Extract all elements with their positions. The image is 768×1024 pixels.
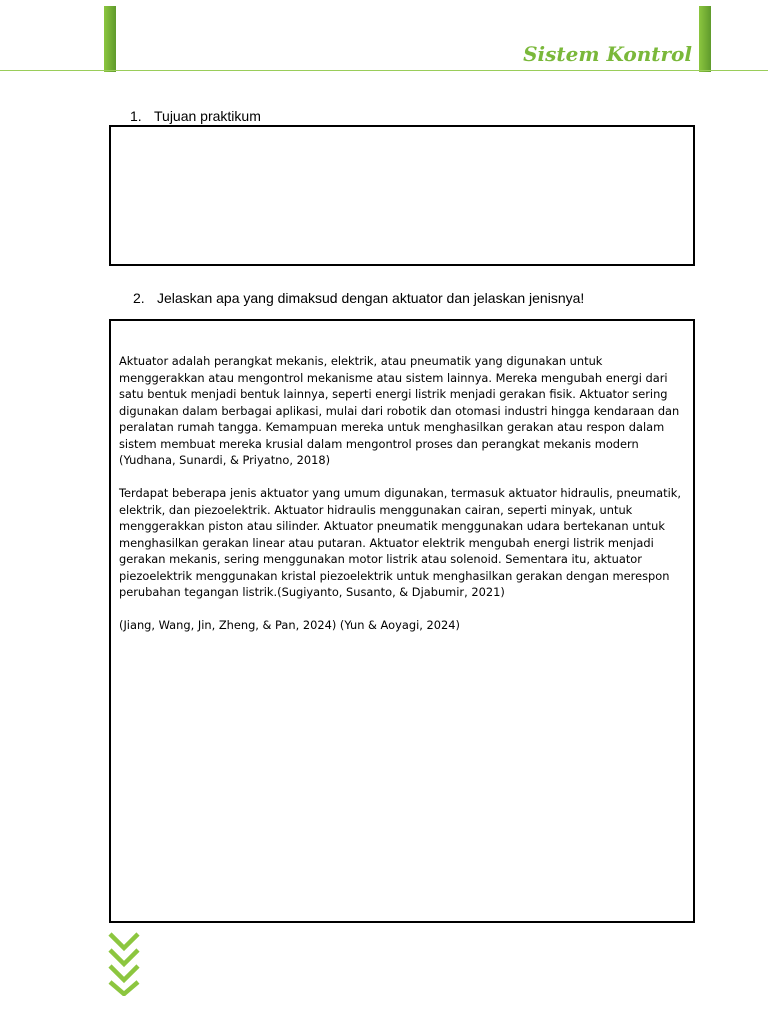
answer-box-1[interactable] bbox=[109, 125, 695, 266]
question-1 bbox=[130, 108, 261, 124]
question-1-text: Tujuan praktikum bbox=[154, 108, 261, 124]
header-accent-bar-left bbox=[104, 6, 116, 72]
question-2 bbox=[133, 290, 584, 306]
header-accent-bar-right bbox=[699, 6, 711, 72]
header-rule bbox=[0, 70, 768, 71]
question-2-text: Jelaskan apa yang dimaksud dengan aktuator dan jelaskan jenisnya! bbox=[157, 290, 585, 306]
answer-paragraph-types: Terdapat beberapa jenis aktuator yang umum digunakan, termasuk aktuator hidraulis, pneumatik, elektrik, dan piezoelektrik. Aktuator hidraulis menggunakan cairan, seperti minyak, untuk menggerakkan piston atau silinder. Aktuator pneumatik menggunakan udara bertekanan untuk menghasilkan gerakan linear atau putaran. Aktuator elektrik mengubah energi listrik menjadi gerakan mekanis, sering menggunakan motor listrik atau solenoid. Sementara itu, aktuator piezoelektrik menggunakan kristal piezoelektrik untuk menghasilkan gerakan dengan merespon perubahan tegangan listrik.(Sugiyanto, Susanto, & Djabumir, 2021) bbox=[119, 486, 681, 599]
chevron-down-icon bbox=[108, 930, 140, 996]
question-1-number: 1. bbox=[130, 108, 142, 124]
answer-paragraph-definition: Aktuator adalah perangkat mekanis, elektrik, atau pneumatik yang digunakan untuk menggerakkan atau mengontrol mekanisme atau sistem lainnya. Mereka mengubah energi dari satu bentuk menjadi bentuk lainnya, seperti energi listrik menjadi gerakan fisik. Aktuator sering digunakan dalam berbagai aplikasi, mulai dari robotik dan otomasi industri hingga kendaraan dan peralatan rumah tangga. Kemampuan mereka untuk menghasilkan gerakan atau respon dalam sistem membuat mereka krusial dalam mengontrol proses dan perangkat mekanis modern (Yudhana, Sunardi, & Priyatno, 2018) bbox=[119, 354, 680, 467]
answer-paragraph-citations: (Jiang, Wang, Jin, Zheng, & Pan, 2024) (Yun & Aoyagi, 2024) bbox=[119, 618, 460, 632]
question-2-number: 2. bbox=[133, 290, 145, 306]
page-title: Sistem Kontrol bbox=[523, 42, 692, 66]
answer-2-content bbox=[119, 353, 687, 650]
answer-box-2[interactable] bbox=[109, 319, 695, 923]
